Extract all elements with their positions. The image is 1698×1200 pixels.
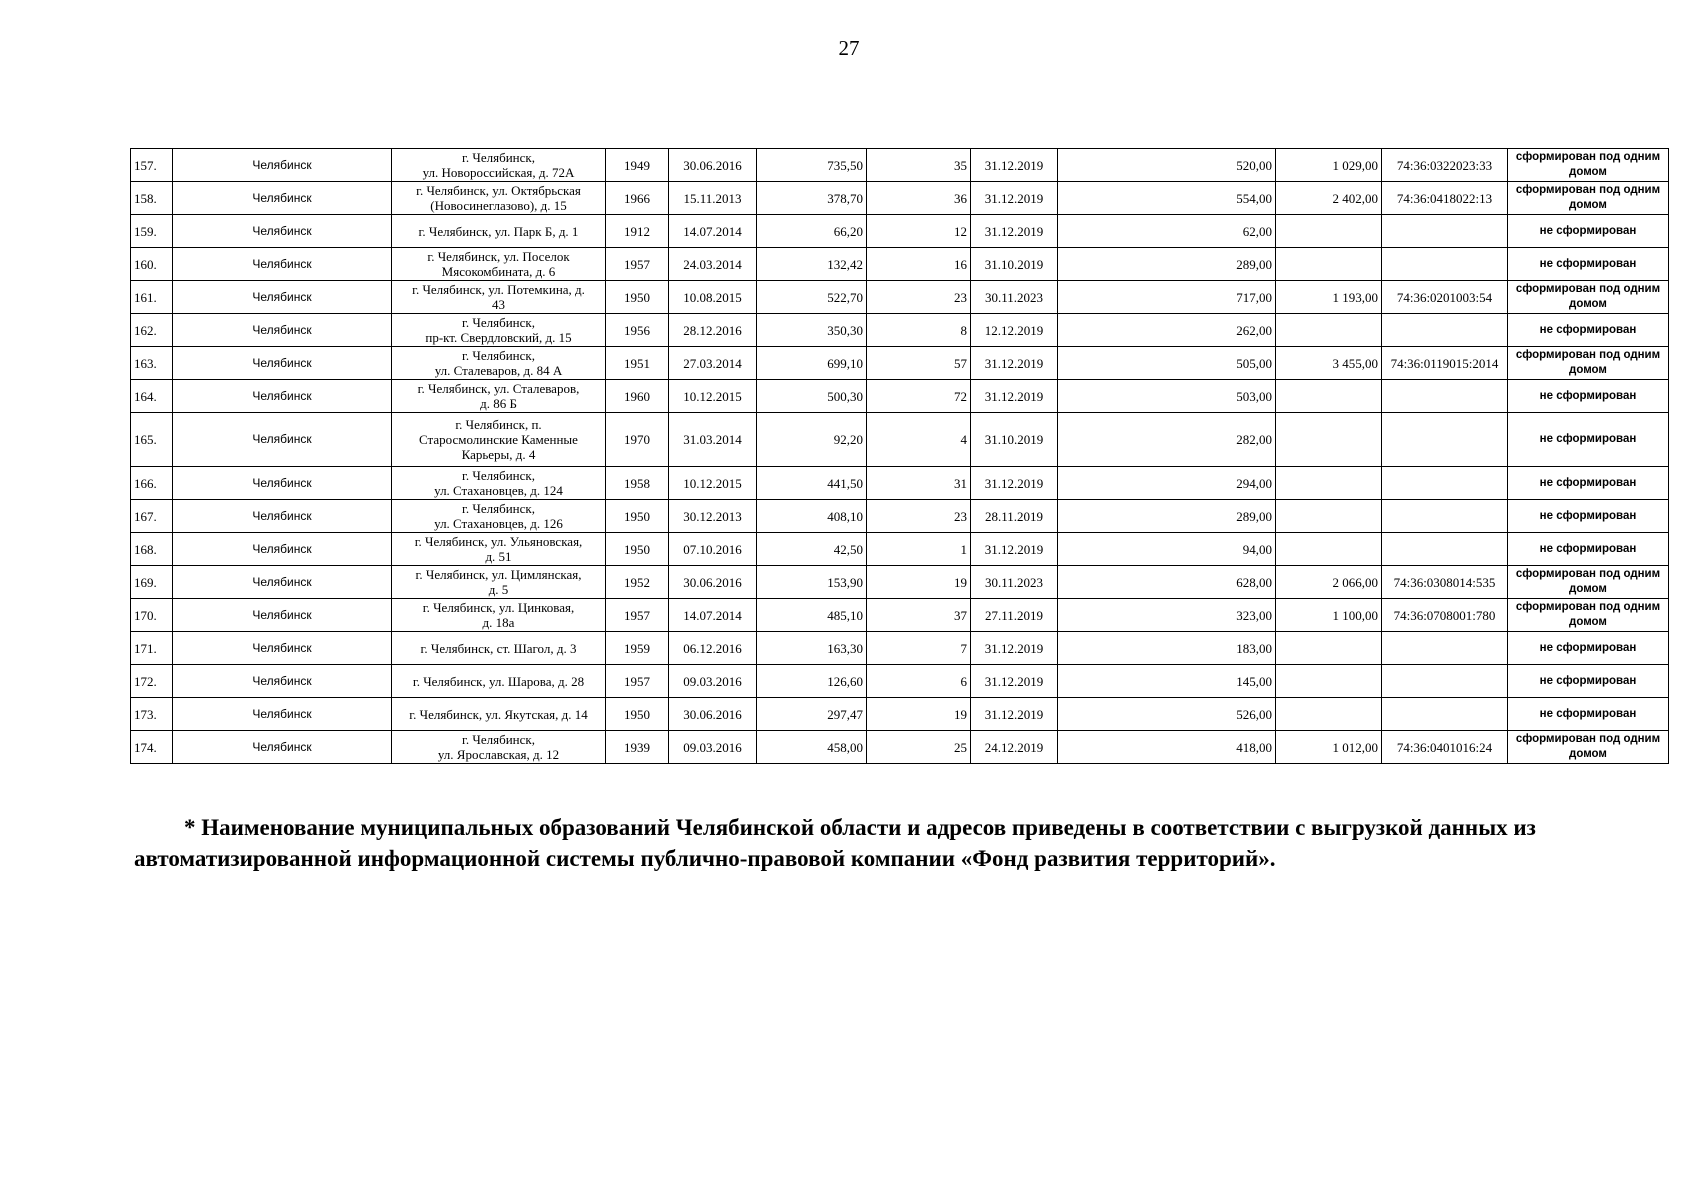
- year-built-cell: 1950: [606, 500, 669, 533]
- cadastral-number-cell: 74:36:0322023:33: [1382, 149, 1508, 182]
- land-area-cell: [1276, 215, 1382, 248]
- address-line: г. Челябинск,: [462, 150, 535, 165]
- land-area-cell: [1276, 533, 1382, 566]
- cadastral-number-cell: [1382, 413, 1508, 467]
- address-cell: [392, 665, 606, 698]
- residents-cell: 35: [867, 149, 971, 182]
- value-cell: 289,00: [1058, 500, 1276, 533]
- area-cell: 42,50: [757, 533, 867, 566]
- residents-cell: 31: [867, 467, 971, 500]
- status-cell: сформирован под одним домом: [1508, 599, 1669, 632]
- planned-date-cell: 31.10.2019: [971, 413, 1058, 467]
- value-cell: 294,00: [1058, 467, 1276, 500]
- recognition-date-cell: 07.10.2016: [669, 533, 757, 566]
- table-row: [131, 380, 1669, 413]
- cadastral-number-cell: 74:36:0308014:535: [1382, 566, 1508, 599]
- land-area-cell: 3 455,00: [1276, 347, 1382, 380]
- municipality-cell: Челябинск: [173, 281, 392, 314]
- address-line: г. Челябинск, ул. Поселок: [427, 249, 570, 264]
- address-line: ул. Ярославская, д. 12: [437, 747, 560, 762]
- residents-cell: 6: [867, 665, 971, 698]
- address-cell: [392, 467, 606, 500]
- table-row: [131, 632, 1669, 665]
- year-built-cell: 1960: [606, 380, 669, 413]
- year-built-cell: 1939: [606, 731, 669, 764]
- municipality-cell: Челябинск: [173, 347, 392, 380]
- cadastral-number-cell: [1382, 698, 1508, 731]
- year-built-cell: 1952: [606, 566, 669, 599]
- table-row: [131, 347, 1669, 380]
- address-line: Карьеры, д. 4: [461, 447, 536, 462]
- address-line: г. Челябинск, ул. Октябрьская: [416, 183, 581, 198]
- status-cell: сформирован под одним домом: [1508, 566, 1669, 599]
- planned-date-cell: 12.12.2019: [971, 314, 1058, 347]
- address-line: ул. Стахановцев, д. 126: [434, 516, 563, 531]
- year-built-cell: 1950: [606, 281, 669, 314]
- planned-date-cell: 31.12.2019: [971, 380, 1058, 413]
- planned-date-cell: 31.12.2019: [971, 347, 1058, 380]
- address-line: д. 5: [488, 582, 509, 597]
- municipality-cell: Челябинск: [173, 467, 392, 500]
- residents-cell: 12: [867, 215, 971, 248]
- residents-cell: 36: [867, 182, 971, 215]
- planned-date-cell: 31.12.2019: [971, 182, 1058, 215]
- municipality-cell: Челябинск: [173, 665, 392, 698]
- status-cell: не сформирован: [1508, 467, 1669, 500]
- row-number: 159.: [131, 215, 173, 248]
- table-row: [131, 248, 1669, 281]
- land-area-cell: [1276, 380, 1382, 413]
- planned-date-cell: 31.10.2019: [971, 248, 1058, 281]
- area-cell: 126,60: [757, 665, 867, 698]
- planned-date-cell: 31.12.2019: [971, 215, 1058, 248]
- land-area-cell: [1276, 413, 1382, 467]
- area-cell: 350,30: [757, 314, 867, 347]
- table-row: [131, 500, 1669, 533]
- residents-cell: 19: [867, 566, 971, 599]
- address-cell: [392, 731, 606, 764]
- value-cell: 628,00: [1058, 566, 1276, 599]
- address-line: г. Челябинск,: [462, 315, 535, 330]
- municipality-cell: Челябинск: [173, 599, 392, 632]
- planned-date-cell: 28.11.2019: [971, 500, 1058, 533]
- year-built-cell: 1949: [606, 149, 669, 182]
- address-line: г. Челябинск, ул. Цинковая,: [422, 600, 575, 615]
- table-row: [131, 314, 1669, 347]
- area-cell: 132,42: [757, 248, 867, 281]
- municipality-cell: Челябинск: [173, 500, 392, 533]
- planned-date-cell: 24.12.2019: [971, 731, 1058, 764]
- municipality-cell: Челябинск: [173, 248, 392, 281]
- address-line: (Новосинеглазово), д. 15: [430, 198, 567, 213]
- table-row: [131, 665, 1669, 698]
- status-cell: не сформирован: [1508, 248, 1669, 281]
- address-cell: [392, 380, 606, 413]
- housing-table: [130, 148, 1669, 764]
- recognition-date-cell: 27.03.2014: [669, 347, 757, 380]
- residents-cell: 7: [867, 632, 971, 665]
- year-built-cell: 1959: [606, 632, 669, 665]
- area-cell: 378,70: [757, 182, 867, 215]
- land-area-cell: [1276, 665, 1382, 698]
- municipality-cell: Челябинск: [173, 566, 392, 599]
- address-cell: [392, 533, 606, 566]
- municipality-cell: Челябинск: [173, 698, 392, 731]
- year-built-cell: 1956: [606, 314, 669, 347]
- row-number: 165.: [131, 413, 173, 467]
- value-cell: 94,00: [1058, 533, 1276, 566]
- area-cell: 163,30: [757, 632, 867, 665]
- area-cell: 92,20: [757, 413, 867, 467]
- area-cell: 297,47: [757, 698, 867, 731]
- status-cell: сформирован под одним домом: [1508, 347, 1669, 380]
- address-line: г. Челябинск, ул. Шарова, д. 28: [412, 673, 585, 689]
- area-cell: 699,10: [757, 347, 867, 380]
- address-cell: [392, 182, 606, 215]
- status-cell: сформирован под одним домом: [1508, 149, 1669, 182]
- year-built-cell: 1950: [606, 698, 669, 731]
- area-cell: 522,70: [757, 281, 867, 314]
- cadastral-number-cell: [1382, 533, 1508, 566]
- recognition-date-cell: 24.03.2014: [669, 248, 757, 281]
- value-cell: 145,00: [1058, 665, 1276, 698]
- table-row: [131, 599, 1669, 632]
- land-area-cell: [1276, 467, 1382, 500]
- table-row: [131, 281, 1669, 314]
- recognition-date-cell: 30.06.2016: [669, 566, 757, 599]
- row-number: 174.: [131, 731, 173, 764]
- page-number: 27: [838, 36, 860, 60]
- planned-date-cell: 31.12.2019: [971, 698, 1058, 731]
- area-cell: 485,10: [757, 599, 867, 632]
- recognition-date-cell: 09.03.2016: [669, 665, 757, 698]
- row-number: 173.: [131, 698, 173, 731]
- area-cell: 153,90: [757, 566, 867, 599]
- table-row: [131, 413, 1669, 467]
- cadastral-number-cell: [1382, 665, 1508, 698]
- year-built-cell: 1958: [606, 467, 669, 500]
- address-line: Старосмолинские Каменные: [419, 432, 578, 447]
- address-line: г. Челябинск,: [462, 501, 535, 516]
- table-row: [131, 533, 1669, 566]
- value-cell: 717,00: [1058, 281, 1276, 314]
- address-cell: [392, 413, 606, 467]
- value-cell: 183,00: [1058, 632, 1276, 665]
- cadastral-number-cell: 74:36:0201003:54: [1382, 281, 1508, 314]
- status-cell: не сформирован: [1508, 698, 1669, 731]
- status-cell: не сформирован: [1508, 533, 1669, 566]
- address-line: д. 51: [485, 549, 512, 564]
- planned-date-cell: 31.12.2019: [971, 149, 1058, 182]
- row-number: 157.: [131, 149, 173, 182]
- area-cell: 458,00: [757, 731, 867, 764]
- address-line: г. Челябинск,: [462, 732, 535, 747]
- planned-date-cell: 27.11.2019: [971, 599, 1058, 632]
- municipality-cell: Челябинск: [173, 380, 392, 413]
- status-cell: сформирован под одним домом: [1508, 182, 1669, 215]
- planned-date-cell: 31.12.2019: [971, 632, 1058, 665]
- row-number: 166.: [131, 467, 173, 500]
- row-number: 168.: [131, 533, 173, 566]
- cadastral-number-cell: [1382, 314, 1508, 347]
- address-cell: [392, 149, 606, 182]
- recognition-date-cell: 15.11.2013: [669, 182, 757, 215]
- year-built-cell: 1957: [606, 665, 669, 698]
- year-built-cell: 1957: [606, 248, 669, 281]
- land-area-cell: [1276, 698, 1382, 731]
- address-cell: [392, 314, 606, 347]
- row-number: 172.: [131, 665, 173, 698]
- table-row: [131, 215, 1669, 248]
- land-area-cell: 1 029,00: [1276, 149, 1382, 182]
- planned-date-cell: 30.11.2023: [971, 281, 1058, 314]
- recognition-date-cell: 31.03.2014: [669, 413, 757, 467]
- recognition-date-cell: 14.07.2014: [669, 215, 757, 248]
- cadastral-number-cell: [1382, 380, 1508, 413]
- address-line: ул. Сталеваров, д. 84 А: [434, 363, 563, 378]
- status-cell: не сформирован: [1508, 500, 1669, 533]
- land-area-cell: [1276, 500, 1382, 533]
- value-cell: 323,00: [1058, 599, 1276, 632]
- planned-date-cell: 31.12.2019: [971, 533, 1058, 566]
- address-line: г. Челябинск, ул. Потемкина, д.: [412, 282, 585, 297]
- row-number: 167.: [131, 500, 173, 533]
- address-line: г. Челябинск, ул. Цимлянская,: [415, 567, 582, 582]
- land-area-cell: 2 066,00: [1276, 566, 1382, 599]
- municipality-cell: Челябинск: [173, 149, 392, 182]
- land-area-cell: 2 402,00: [1276, 182, 1382, 215]
- address-line: г. Челябинск, ул. Сталеваров,: [417, 381, 580, 396]
- address-line: г. Челябинск,: [462, 468, 535, 483]
- municipality-cell: Челябинск: [173, 731, 392, 764]
- address-cell: [392, 500, 606, 533]
- row-number: 171.: [131, 632, 173, 665]
- land-area-cell: 1 193,00: [1276, 281, 1382, 314]
- cadastral-number-cell: [1382, 467, 1508, 500]
- footnote: * Наименование муниципальных образований Челябинской области и адресов приведены в соответствии с выгрузкой данных из автоматизированной информационной системы публично-правовой компании «Фонд развития территорий».: [134, 815, 1536, 871]
- value-cell: 62,00: [1058, 215, 1276, 248]
- address-cell: [392, 698, 606, 731]
- value-cell: 526,00: [1058, 698, 1276, 731]
- status-cell: не сформирован: [1508, 665, 1669, 698]
- residents-cell: 25: [867, 731, 971, 764]
- value-cell: 505,00: [1058, 347, 1276, 380]
- cadastral-number-cell: 74:36:0418022:13: [1382, 182, 1508, 215]
- residents-cell: 1: [867, 533, 971, 566]
- year-built-cell: 1951: [606, 347, 669, 380]
- residents-cell: 23: [867, 500, 971, 533]
- year-built-cell: 1950: [606, 533, 669, 566]
- value-cell: 418,00: [1058, 731, 1276, 764]
- table-row: [131, 731, 1669, 764]
- cadastral-number-cell: [1382, 632, 1508, 665]
- year-built-cell: 1957: [606, 599, 669, 632]
- area-cell: 500,30: [757, 380, 867, 413]
- address-line: 43: [492, 297, 505, 312]
- land-area-cell: [1276, 632, 1382, 665]
- row-number: 161.: [131, 281, 173, 314]
- address-line: г. Челябинск,: [462, 348, 535, 363]
- cadastral-number-cell: [1382, 500, 1508, 533]
- row-number: 162.: [131, 314, 173, 347]
- status-cell: сформирован под одним домом: [1508, 281, 1669, 314]
- row-number: 169.: [131, 566, 173, 599]
- address-cell: [392, 248, 606, 281]
- recognition-date-cell: 30.06.2016: [669, 149, 757, 182]
- status-cell: не сформирован: [1508, 215, 1669, 248]
- area-cell: 66,20: [757, 215, 867, 248]
- address-line: г. Челябинск, ул. Якутская, д. 14: [409, 706, 588, 722]
- recognition-date-cell: 10.12.2015: [669, 467, 757, 500]
- table-row: [131, 149, 1669, 182]
- cadastral-number-cell: 74:36:0401016:24: [1382, 731, 1508, 764]
- area-cell: 408,10: [757, 500, 867, 533]
- status-cell: не сформирован: [1508, 632, 1669, 665]
- table-row: [131, 182, 1669, 215]
- row-number: 163.: [131, 347, 173, 380]
- row-number: 160.: [131, 248, 173, 281]
- address-cell: [392, 566, 606, 599]
- land-area-cell: [1276, 314, 1382, 347]
- value-cell: 503,00: [1058, 380, 1276, 413]
- value-cell: 262,00: [1058, 314, 1276, 347]
- table-row: [131, 566, 1669, 599]
- recognition-date-cell: 14.07.2014: [669, 599, 757, 632]
- land-area-cell: [1276, 248, 1382, 281]
- address-cell: [392, 599, 606, 632]
- address-line: г. Челябинск, ул. Парк Б, д. 1: [418, 223, 579, 239]
- recognition-date-cell: 30.06.2016: [669, 698, 757, 731]
- area-cell: 735,50: [757, 149, 867, 182]
- land-area-cell: 1 100,00: [1276, 599, 1382, 632]
- status-cell: не сформирован: [1508, 314, 1669, 347]
- cadastral-number-cell: 74:36:0708001:780: [1382, 599, 1508, 632]
- address-line: д. 86 Б: [480, 396, 517, 411]
- address-cell: [392, 632, 606, 665]
- address-line: г. Челябинск, ст. Шагол, д. 3: [420, 640, 577, 656]
- address-line: пр-кт. Свердловский, д. 15: [425, 330, 572, 345]
- municipality-cell: Челябинск: [173, 215, 392, 248]
- address-cell: [392, 347, 606, 380]
- address-cell: [392, 281, 606, 314]
- address-line: д. 18а: [482, 615, 515, 630]
- area-cell: 441,50: [757, 467, 867, 500]
- value-cell: 282,00: [1058, 413, 1276, 467]
- address-line: г. Челябинск, ул. Ульяновская,: [414, 534, 583, 549]
- residents-cell: 37: [867, 599, 971, 632]
- address-line: г. Челябинск, п.: [455, 417, 542, 432]
- planned-date-cell: 31.12.2019: [971, 665, 1058, 698]
- table-row: [131, 698, 1669, 731]
- row-number: 158.: [131, 182, 173, 215]
- residents-cell: 57: [867, 347, 971, 380]
- recognition-date-cell: 28.12.2016: [669, 314, 757, 347]
- year-built-cell: 1912: [606, 215, 669, 248]
- cadastral-number-cell: 74:36:0119015:2014: [1382, 347, 1508, 380]
- municipality-cell: Челябинск: [173, 314, 392, 347]
- table-body: [131, 149, 1669, 764]
- value-cell: 520,00: [1058, 149, 1276, 182]
- address-cell: [392, 215, 606, 248]
- recognition-date-cell: 30.12.2013: [669, 500, 757, 533]
- recognition-date-cell: 06.12.2016: [669, 632, 757, 665]
- recognition-date-cell: 10.08.2015: [669, 281, 757, 314]
- value-cell: 554,00: [1058, 182, 1276, 215]
- status-cell: не сформирован: [1508, 413, 1669, 467]
- address-line: ул. Новороссийская, д. 72А: [422, 165, 575, 180]
- address-line: Мясокомбината, д. 6: [441, 264, 556, 279]
- row-number: 170.: [131, 599, 173, 632]
- municipality-cell: Челябинск: [173, 632, 392, 665]
- residents-cell: 4: [867, 413, 971, 467]
- residents-cell: 23: [867, 281, 971, 314]
- cadastral-number-cell: [1382, 215, 1508, 248]
- recognition-date-cell: 10.12.2015: [669, 380, 757, 413]
- cadastral-number-cell: [1382, 248, 1508, 281]
- value-cell: 289,00: [1058, 248, 1276, 281]
- residents-cell: 8: [867, 314, 971, 347]
- municipality-cell: Челябинск: [173, 182, 392, 215]
- municipality-cell: Челябинск: [173, 533, 392, 566]
- land-area-cell: 1 012,00: [1276, 731, 1382, 764]
- planned-date-cell: 31.12.2019: [971, 467, 1058, 500]
- residents-cell: 72: [867, 380, 971, 413]
- status-cell: сформирован под одним домом: [1508, 731, 1669, 764]
- residents-cell: 19: [867, 698, 971, 731]
- year-built-cell: 1970: [606, 413, 669, 467]
- address-line: ул. Стахановцев, д. 124: [434, 483, 563, 498]
- recognition-date-cell: 09.03.2016: [669, 731, 757, 764]
- status-cell: не сформирован: [1508, 380, 1669, 413]
- table-row: [131, 467, 1669, 500]
- year-built-cell: 1966: [606, 182, 669, 215]
- municipality-cell: Челябинск: [173, 413, 392, 467]
- residents-cell: 16: [867, 248, 971, 281]
- row-number: 164.: [131, 380, 173, 413]
- planned-date-cell: 30.11.2023: [971, 566, 1058, 599]
